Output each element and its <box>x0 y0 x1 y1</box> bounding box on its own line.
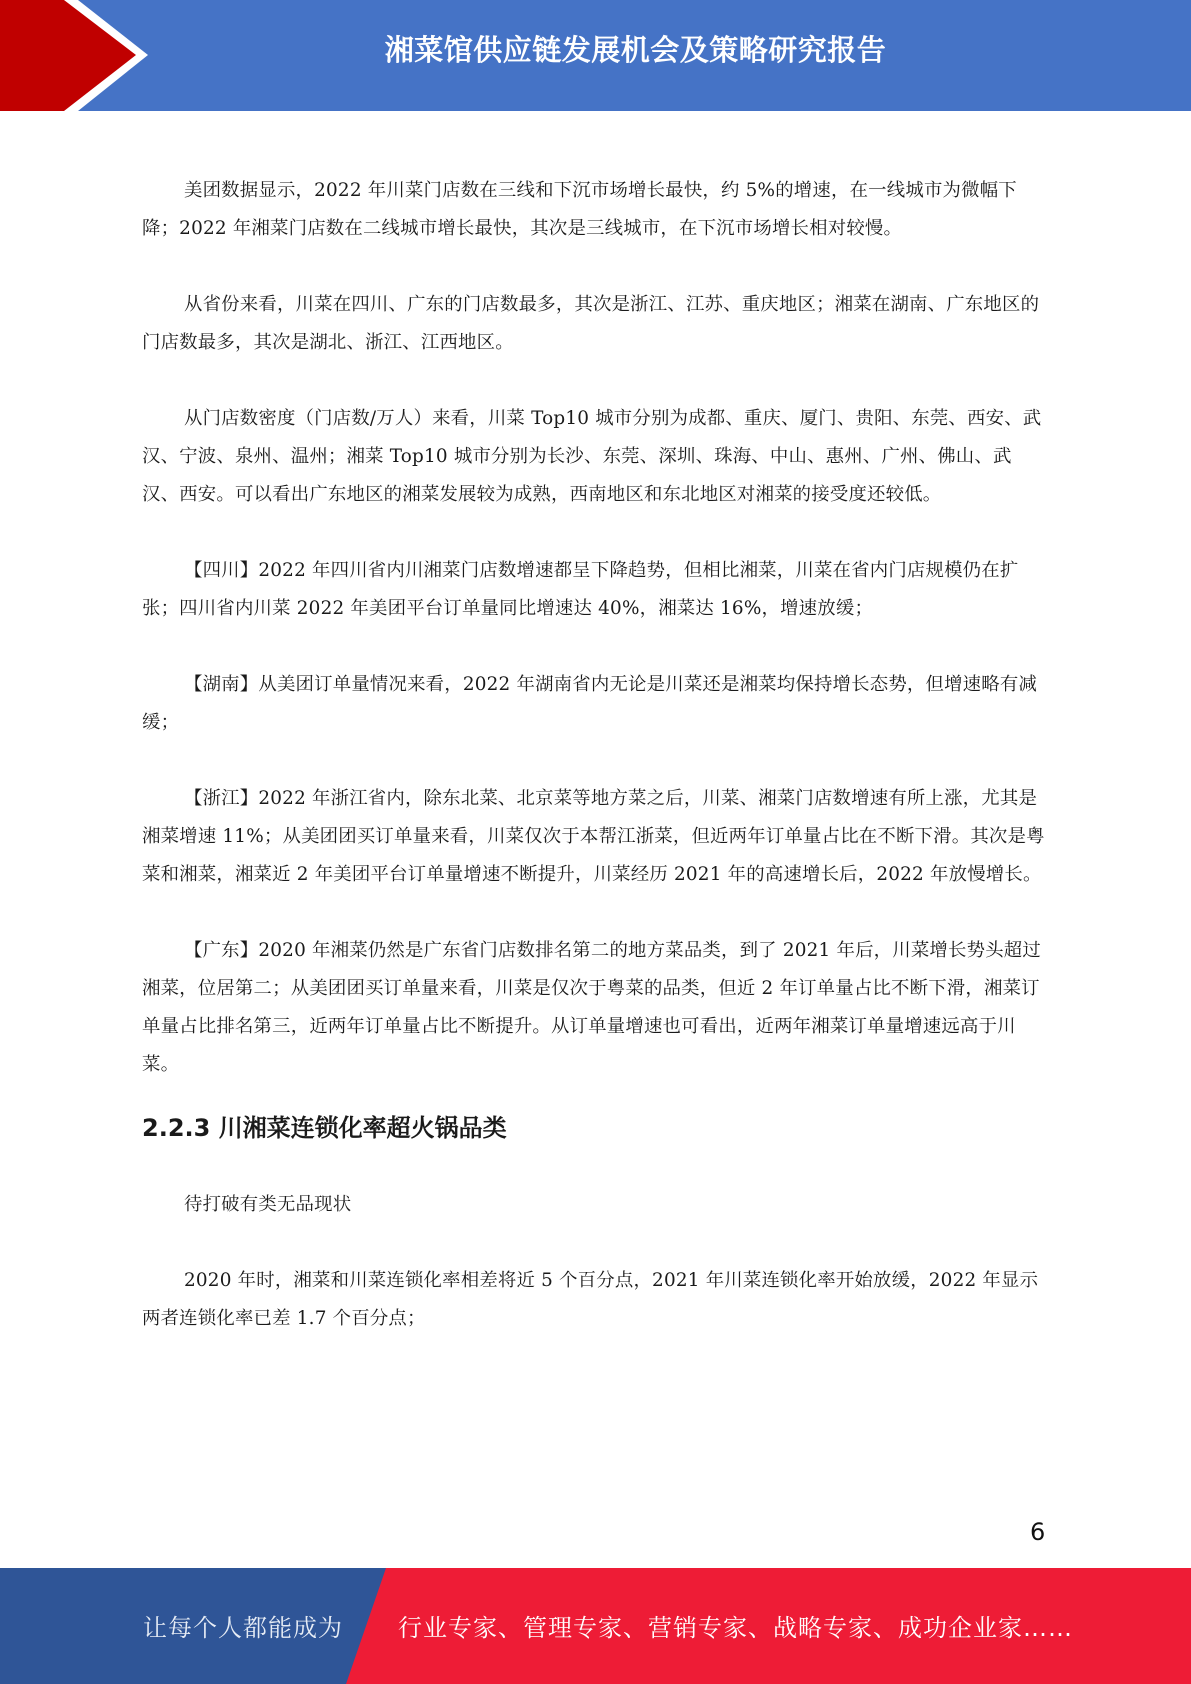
paragraph: 【广东】2020 年湘菜仍然是广东省门店数排名第二的地方菜品类，到了 2021 年后，川菜增长势头超过湘菜，位居第二；从美团团买订单量来看，川菜是仅次于粤菜的品类，但近 2 年订单量占比不断下滑，湘菜订单量占比排名第三，近两年订单量占比不断提升。从订单量增速也可看出，近两年湘菜订单量增速远高于川菜。 <box>142 940 1041 1075</box>
paragraph: 2020 年时，湘菜和川菜连锁化率相差将近 5 个百分点，2021 年川菜连锁化率开始放缓，2022 年显示两者连锁化率已差 1.7 个百分点； <box>142 1270 1039 1329</box>
paragraph: 【浙江】2022 年浙江省内，除东北菜、北京菜等地方菜之后，川菜、湘菜门店数增速有所上涨，尤其是湘菜增速 11%；从美团团买订单量来看，川菜仅次于本帮江浙菜，但近两年订单量占比在不断下滑。其次是粤菜和湘菜，湘菜近 2 年美团平台订单量增速不断提升，川菜经历 2021 年的高速增长后，2022 年放慢增长。 <box>142 788 1045 885</box>
footer-slogan-right: 行业专家、管理专家、营销专家、战略专家、成功企业家…… <box>398 1614 1073 1642</box>
document-title: 湘菜馆供应链发展机会及策略研究报告 <box>384 33 887 67</box>
document-body <box>142 172 1047 1338</box>
paragraph: 从省份来看，川菜在四川、广东的门店数最多，其次是浙江、江苏、重庆地区；湘菜在湖南、广东地区的门店数最多，其次是湖北、浙江、江西地区。 <box>142 294 1040 353</box>
paragraph: 从门店数密度（门店数/万人）来看，川菜 Top10 城市分别为成都、重庆、厦门、贵阳、东莞、西安、武汉、宁波、泉州、温州；湘菜 Top10 城市分别为长沙、东莞、深圳、珠海、中山、惠州、广州、佛山、武汉、西安。可以看出广东地区的湘菜发展较为成熟，西南地区和东北地区对湘菜的接受度还较低。 <box>142 408 1042 505</box>
page-number: 6 <box>1030 1518 1046 1546</box>
paragraph: 待打破有类无品现状 <box>184 1194 352 1215</box>
paragraph: 【湖南】从美团订单量情况来看，2022 年湖南省内无论是川菜还是湘菜均保持增长态势，但增速略有减缓； <box>142 674 1038 733</box>
paragraph: 【四川】2022 年四川省内川湘菜门店数增速都呈下降趋势，但相比湘菜，川菜在省内门店规模仍在扩张；四川省内川菜 2022 年美团平台订单量同比增速达 40%，湘菜达 16%，增速放缓； <box>142 560 1019 619</box>
header-banner <box>0 0 1191 111</box>
section-heading: 2.2.3 川湘菜连锁化率超火锅品类 <box>142 1114 507 1142</box>
footer-banner <box>0 1568 1191 1684</box>
paragraph: 美团数据显示，2022 年川菜门店数在三线和下沉市场增长最快，约 5%的增速，在一线城市为微幅下降；2022 年湘菜门店数在二线城市增长最快，其次是三线城市，在下沉市场增长相对较慢。 <box>142 180 1017 239</box>
footer-slogan-left: 让每个人都能成为 <box>143 1614 343 1642</box>
